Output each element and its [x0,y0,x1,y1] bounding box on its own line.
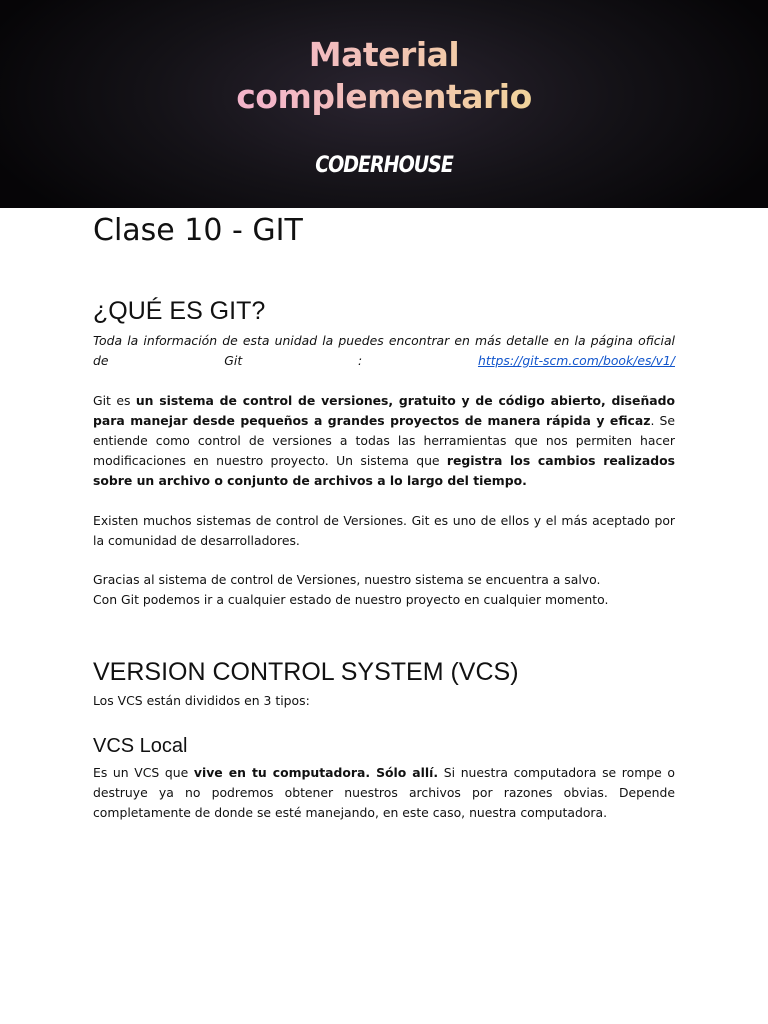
p3-line-1: Gracias al sistema de control de Versiones, nuestro sistema se encuentra a salvo. [93,572,601,587]
intro-text: Toda la información de esta unidad la puedes encontrar en más detalle en la página oficial de Git : [93,333,675,368]
paragraph-git-definition [93,391,675,491]
local-bold: vive en tu computadora. Sólo allí. [193,765,439,780]
intro-paragraph [93,331,675,371]
p1-text-2: . Se entiende como control de versiones a todas las herramientas que nos permiten hacer modificaciones en nuestro proyecto. Un sistema que [93,413,675,468]
local-text-1: Es un VCS que [93,765,194,780]
paragraph-vcs-types: Los VCS están divididos en 3 tipos: [93,693,310,708]
p1-text-1: Git es [93,393,136,408]
paragraph-vcs-popularity: Existen muchos sistemas de control de Versiones. Git es uno de ellos y el más aceptado por la comunidad de desarrolladores. [93,513,675,548]
git-book-link[interactable]: https://git-scm.com/book/es/v1/ [477,353,675,368]
paragraph-vcs-local [93,763,675,823]
document-title: Clase 10 - GIT [93,213,303,248]
banner-title [0,34,768,118]
p3-line-2: Con Git podemos ir a cualquier estado de nuestro proyecto en cualquier momento. [93,592,609,607]
paragraph-vcs-benefits [93,570,675,610]
heading-vcs-local: VCS Local [93,735,188,757]
banner-title-line-1: Material [308,35,460,74]
local-text-2: Si nuestra computadora se rompe o destruye ya no podremos obtener nuestros archivos por razones obvias. Depende completamente de donde se esté manejando, en este caso, nuestra computadora. [93,765,675,820]
header-banner [0,0,768,208]
banner-title-line-2: complementario [236,77,532,116]
brand-logo: CODERHOUSE [315,152,453,178]
heading-que-es-git: ¿QUÉ ES GIT? [93,297,266,325]
heading-vcs: VERSION CONTROL SYSTEM (VCS) [93,658,519,686]
p1-bold-2: registra los cambios realizados sobre un archivo o conjunto de archivos a lo largo del tiempo. [93,453,675,488]
p1-bold-1: un sistema de control de versiones, gratuito y de código abierto, diseñado para manejar desde pequeños a grandes proyectos de manera rápida y eficaz [93,393,676,428]
